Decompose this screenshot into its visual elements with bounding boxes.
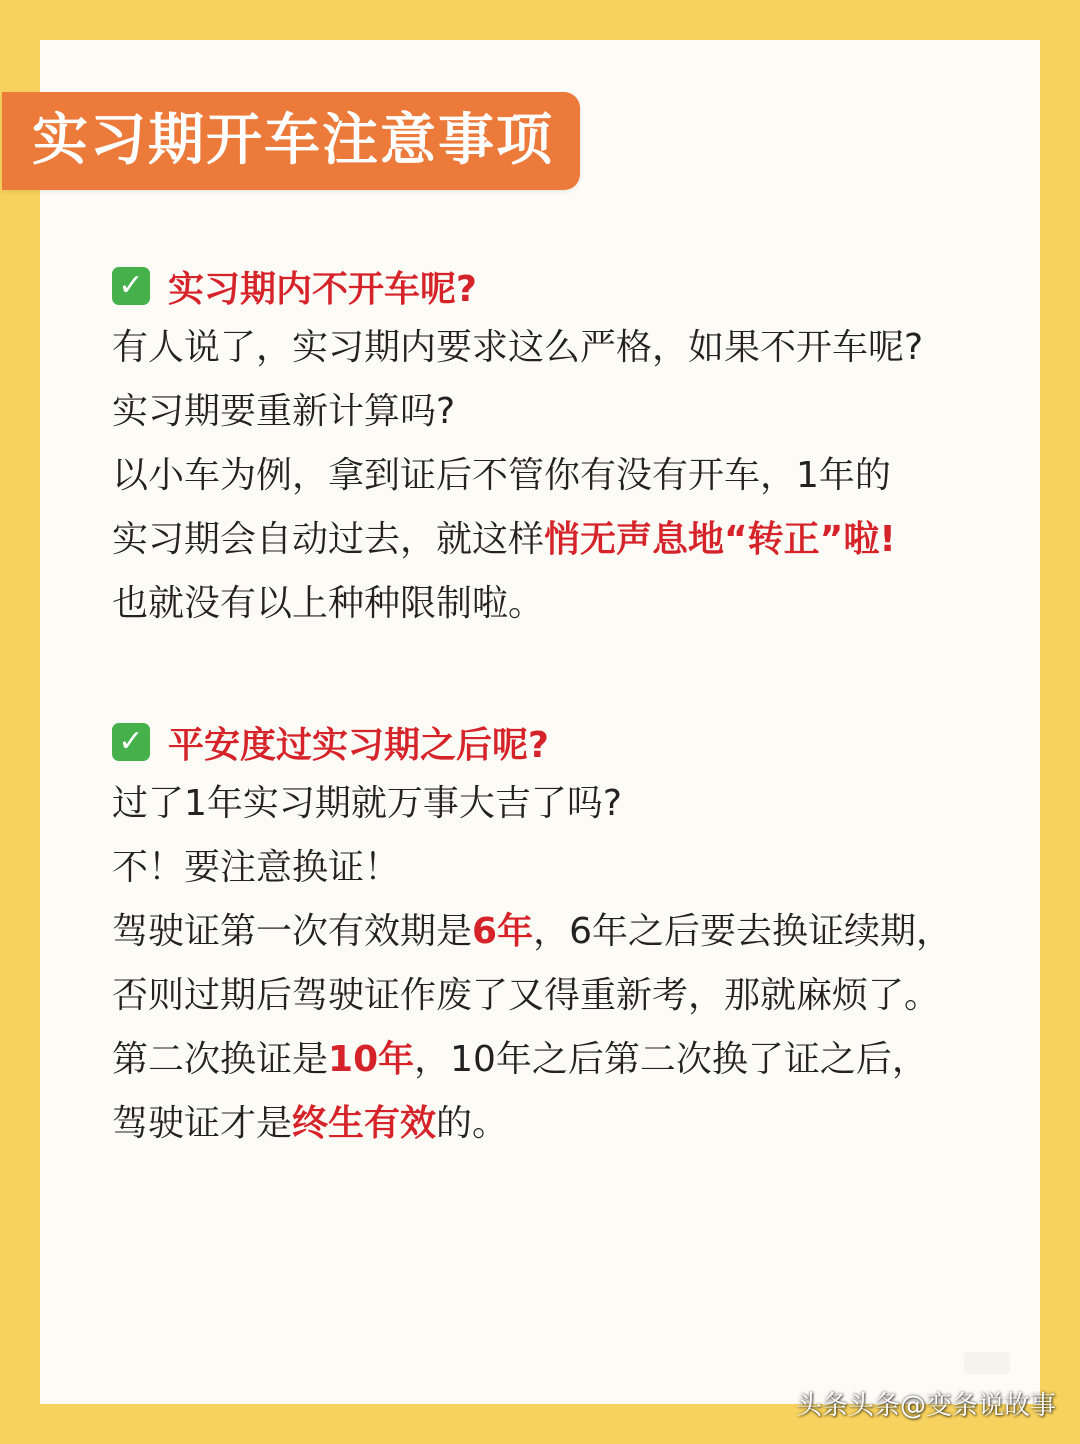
title-banner <box>2 92 580 190</box>
paragraph-line <box>112 1028 992 1092</box>
text-span: 驾驶证第一次有效期是 <box>112 911 473 952</box>
text-span: 第二次换证是 <box>112 1039 329 1080</box>
paragraph-line: 否则过期后驾驶证作废了又得重新考，那就麻烦了。 <box>112 975 941 1016</box>
text-span: ，6年之后要去换证续期， <box>533 911 952 952</box>
paragraph-line: 过了1年实习期就万事大吉了吗? <box>112 783 623 824</box>
section-heading <box>112 712 992 772</box>
section-no-driving <box>112 256 992 636</box>
text-span: ，10年之后第二次换了证之后， <box>414 1039 928 1080</box>
highlight-text: 10年 <box>328 1039 415 1080</box>
highlight-text: 6年 <box>472 911 534 952</box>
text-span: 驾驶证才是 <box>112 1103 293 1144</box>
text-span: 的。 <box>436 1103 509 1144</box>
paragraph-line: 以小车为例，拿到证后不管你有没有开车，1年的 <box>112 455 891 496</box>
paragraph-line: 也就没有以上种种限制啦。 <box>112 583 545 624</box>
page-title: 实习期开车注意事项 <box>32 108 554 173</box>
paragraph-line <box>112 1092 992 1156</box>
section-after-probation <box>112 712 992 1156</box>
highlight-text: 终生有效 <box>292 1103 437 1144</box>
text-span: 实习期会自动过去，就这样 <box>112 519 545 560</box>
paragraph-line <box>112 508 992 572</box>
section-heading-text: 实习期内不开车呢? <box>168 268 477 310</box>
paragraph-line: 实习期要重新计算吗? <box>112 391 456 432</box>
paragraph-line: 有人说了，实习期内要求这么严格，如果不开车呢? <box>112 327 924 368</box>
check-mark-icon: ✓ <box>112 723 150 761</box>
check-mark-icon: ✓ <box>112 267 150 305</box>
section-heading <box>112 256 992 316</box>
watermark-mark <box>964 1352 1010 1374</box>
section-heading-text: 平安度过实习期之后呢? <box>168 724 549 766</box>
paragraph-line <box>112 900 992 964</box>
highlight-text: 悄无声息地“转正”啦! <box>544 519 896 560</box>
paragraph-line: 不！要注意换证！ <box>112 847 401 888</box>
watermark: 头条头条@变条说故事 <box>795 1391 1056 1421</box>
